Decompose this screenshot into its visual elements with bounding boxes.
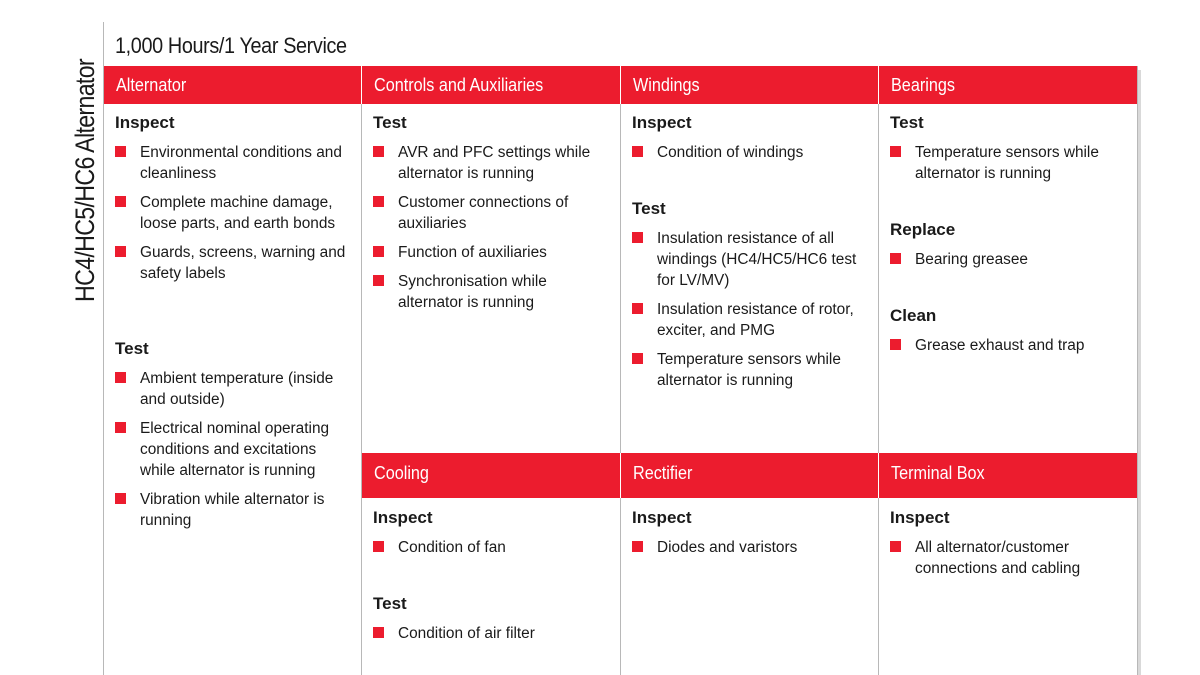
list-item: Synchronisation while alternator is running	[373, 271, 613, 313]
section-bearings-clean	[890, 306, 1130, 364]
bullet-icon	[115, 422, 126, 433]
section-heading: Inspect	[632, 113, 692, 132]
section-heading: Inspect	[373, 508, 433, 527]
section-windings-test	[632, 199, 867, 399]
bullet-icon	[632, 541, 643, 552]
list-item: Vibration while alternator is running	[115, 489, 355, 531]
divider	[878, 66, 879, 675]
list-item: Diodes and varistors	[632, 537, 867, 558]
divider	[103, 22, 104, 675]
list-item: Temperature sensors while alternator is running	[890, 142, 1130, 184]
divider	[361, 66, 362, 675]
section-heading: Inspect	[890, 508, 950, 527]
bullet-icon	[373, 146, 384, 157]
bullet-icon	[115, 493, 126, 504]
header-rectifier: Rectifier	[621, 453, 879, 498]
list-item: Electrical nominal operating conditions and excitations while alternator is running	[115, 418, 355, 481]
section-rectifier-inspect	[632, 508, 867, 566]
list-item: Condition of air filter	[373, 623, 613, 644]
document-title: 1,000 Hours/1 Year Service	[115, 33, 347, 58]
header-bearings: Bearings	[879, 66, 1137, 104]
list-item: Ambient temperature (inside and outside)	[115, 368, 355, 410]
bullet-icon	[890, 541, 901, 552]
list-item: Customer connections of auxiliaries	[373, 192, 613, 234]
side-title: HC4/HC5/HC6 Alternator	[70, 59, 100, 302]
section-windings-inspect	[632, 113, 867, 171]
section-controls-test	[373, 113, 613, 321]
section-bearings-test	[890, 113, 1130, 192]
list-item: Guards, screens, warning and safety labels	[115, 242, 355, 284]
header-windings: Windings	[621, 66, 879, 104]
section-terminal-box-inspect	[890, 508, 1130, 587]
section-alternator-test	[115, 339, 355, 539]
header-terminal-box: Terminal Box	[879, 453, 1137, 498]
bullet-icon	[373, 627, 384, 638]
list-item: Bearing greasee	[890, 249, 1130, 270]
bullet-icon	[115, 372, 126, 383]
section-cooling-test	[373, 594, 613, 652]
bullet-icon	[373, 196, 384, 207]
section-heading: Test	[373, 113, 407, 132]
list-item: Condition of windings	[632, 142, 867, 163]
list-item: Insulation resistance of all windings (HC4/HC5/HC6 test for LV/MV)	[632, 228, 867, 291]
bullet-icon	[890, 146, 901, 157]
bullet-icon	[632, 353, 643, 364]
bullet-icon	[890, 339, 901, 350]
bullet-icon	[632, 146, 643, 157]
section-alternator-inspect	[115, 113, 355, 292]
list-item: Function of auxiliaries	[373, 242, 613, 263]
divider	[620, 66, 621, 675]
bullet-icon	[632, 232, 643, 243]
header-controls-and-auxiliaries: Controls and Auxiliaries	[362, 66, 621, 104]
list-item: Grease exhaust and trap	[890, 335, 1130, 356]
section-heading: Test	[115, 339, 149, 358]
bullet-icon	[115, 146, 126, 157]
section-heading: Replace	[890, 220, 956, 239]
list-item: Insulation resistance of rotor, exciter, and PMG	[632, 299, 867, 341]
bullet-icon	[890, 253, 901, 264]
list-item: Environmental conditions and cleanliness	[115, 142, 355, 184]
header-cooling: Cooling	[362, 453, 621, 498]
bullet-icon	[373, 246, 384, 257]
list-item: AVR and PFC settings while alternator is running	[373, 142, 613, 184]
section-heading: Test	[373, 594, 407, 613]
section-heading: Test	[890, 113, 924, 132]
section-heading: Test	[632, 199, 666, 218]
bullet-icon	[115, 196, 126, 207]
table-shadow	[1138, 70, 1141, 675]
header-alternator: Alternator	[104, 66, 362, 104]
section-cooling-inspect	[373, 508, 613, 566]
bullet-icon	[115, 246, 126, 257]
bullet-icon	[373, 275, 384, 286]
bullet-icon	[632, 303, 643, 314]
section-heading: Inspect	[632, 508, 692, 527]
section-bearings-replace	[890, 220, 1130, 278]
section-heading: Clean	[890, 306, 937, 325]
list-item: Temperature sensors while alternator is running	[632, 349, 867, 391]
section-heading: Inspect	[115, 113, 175, 132]
bullet-icon	[373, 541, 384, 552]
list-item: Complete machine damage, loose parts, and earth bonds	[115, 192, 355, 234]
list-item: All alternator/customer connections and cabling	[890, 537, 1130, 579]
list-item: Condition of fan	[373, 537, 613, 558]
